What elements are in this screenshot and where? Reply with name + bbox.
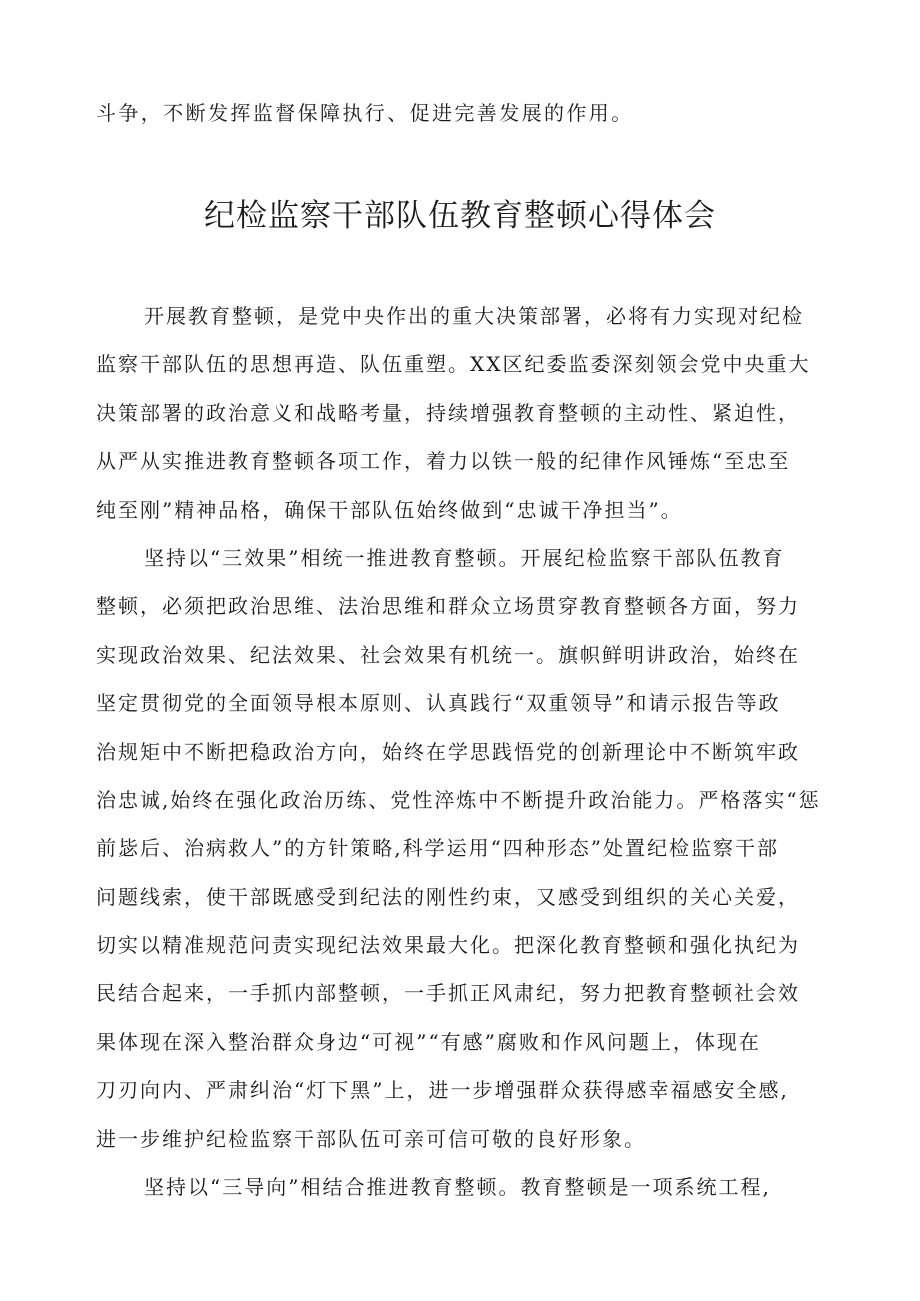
- text-line: 坚定贯彻党的全面领导根本原则、认真践行“双重领导”和请示报告等政: [96, 691, 781, 716]
- text-line: 治规矩中不断把稳政治方向，始终在学思践悟党的创新理论中不断筑牢政: [96, 739, 800, 764]
- text-line: 决策部署的政治意义和战略考量，持续增强教育整顿的主动性、紧迫性，: [96, 400, 800, 425]
- document-body: [96, 292, 836, 1211]
- text-line: 刀刃向内、严肃纠治“灯下黑”上，进一步增强群众获得感幸福感安全感,: [96, 1078, 789, 1103]
- text-line: 开展教育整顿，是党中央作出的重大决策部署，必将有力实现对纪检: [144, 304, 804, 328]
- paragraph-1: [96, 292, 836, 534]
- text-line: 问题线索，使干部既感受到纪法的刚性约束，又感受到组织的关心关爱，: [96, 884, 800, 909]
- text-line: 坚持以“三效果”相统一推进教育整顿。开展纪检监察干部队伍教育: [144, 545, 785, 570]
- text-line: 进一步维护纪检监察干部队伍可亲可信可敬的良好形象。: [96, 1126, 646, 1151]
- text-line: 切实以精准规范问责实现纪法效果最大化。把深化教育整顿和强化执纪为: [96, 933, 800, 958]
- text-line: 果体现在深入整治群众身边“可视”“有感”腐败和作风问题上，体现在: [96, 1029, 761, 1054]
- text-line: 监察干部队伍的思想再造、队伍重塑。XX区纪委监委深刻领会党中央重大: [96, 352, 811, 377]
- text-line: 从严从实推进教育整顿各项工作，着力以铁一般的纪律作风锤炼“至忠至: [96, 449, 791, 474]
- lead-text: 斗争，不断发挥监督保障执行、促进完善发展的作用。: [96, 101, 634, 125]
- text-line: 整顿，必须把政治思维、法治思维和群众立场贯穿教育整顿各方面，努力: [96, 594, 800, 619]
- text-line: 坚持以“三导向”相结合推进教育整顿。教育整顿是一项系统工程,: [144, 1175, 771, 1200]
- paragraph-2: [96, 534, 836, 1163]
- page-title: 纪检监察干部队伍教育整顿心得体会: [204, 198, 716, 234]
- text-line: 实现政治效果、纪法效果、社会效果有机统一。旗帜鲜明讲政治，始终在: [96, 642, 800, 667]
- text-line: 民结合起来，一手抓内部整顿，一手抓正风肃纪，努力把教育整顿社会效: [96, 981, 800, 1006]
- text-line: 治忠诚,始终在强化政治历练、党性淬炼中不断提升政治能力。严格落实“惩: [96, 787, 821, 812]
- paragraph-3: [96, 1163, 836, 1211]
- text-line: 前毖后、治病救人”的方针策略,科学运用“四种形态”处置纪检监察干部: [96, 836, 780, 861]
- text-line: 纯至刚”精神品格，确保干部队伍始终做到“忠诚干净担当”。: [96, 497, 683, 522]
